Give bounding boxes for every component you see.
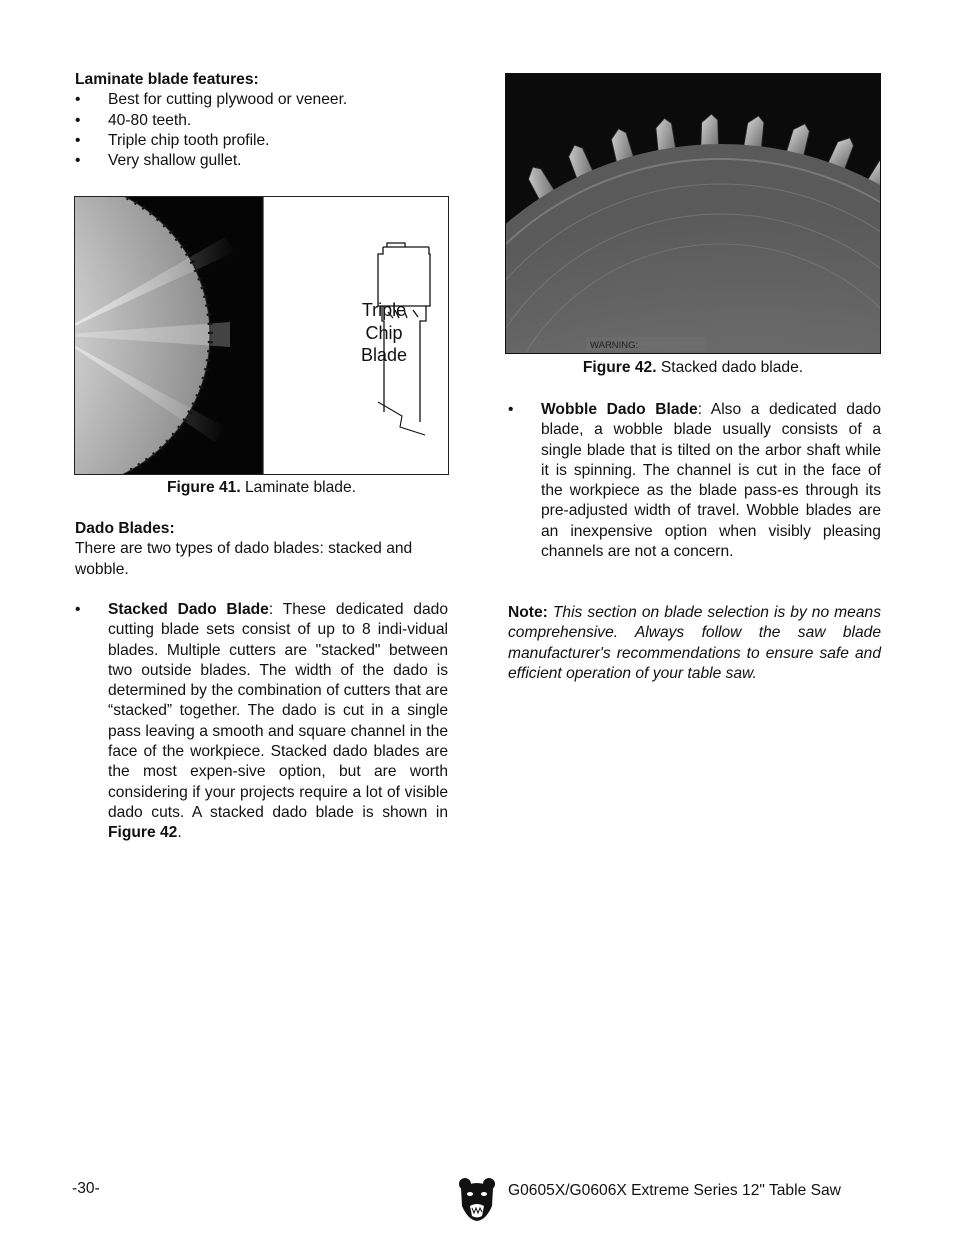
laminate-heading: Laminate blade features: [75, 71, 259, 88]
figure-41-laminate-blade [74, 196, 449, 475]
wobble-dado-bullet [508, 400, 881, 562]
bullet-glyph: • [75, 131, 81, 149]
list-item: • 40-80 teeth. [75, 111, 448, 131]
document-title: G0605X/G0606X Extreme Series 12" Table Saw [508, 1182, 841, 1199]
note-text: Note: This section on blade selection is by no means comprehensive. Always follow the saw blade manufacturer's recommendations to ensure safe and efficient operation of your table saw. [508, 604, 881, 682]
figure-42-caption: Figure 42. Stacked dado blade. [582, 359, 804, 376]
stacked-dado-text: Stacked Dado Blade: These dedicated dado cutting blade sets consist of up to 8 indi-vidual blades. Multiple cutters are "stacked" between two outside blades. The width of the dado is determined by the combination of cutters that are “stacked” together. The dado is cut in a single pass leaving a smooth and square channel in the face of the workpiece. Stacked dado blades are the most expen-sive option, but are worth considering if your projects require a lot of visible dado cuts. A stacked dado blade is shown in Figure 42. [108, 601, 448, 842]
bullet-glyph: • [508, 401, 514, 418]
bullet-glyph: • [75, 111, 81, 129]
dado-heading: Dado Blades: [75, 520, 175, 537]
list-item: • Triple chip tooth profile. [75, 131, 448, 151]
figure-41-caption: Figure 41. Laminate blade. [167, 479, 356, 496]
note-block [508, 603, 881, 684]
figure-42-stacked-dado-blade [505, 73, 881, 354]
list-item: • Best for cutting plywood or veneer. [75, 90, 448, 110]
wobble-dado-text: Wobble Dado Blade: Also a dedicated dado blade, a wobble blade usually consists of a single blade that is tilted on the arbor shaft while it is spinning. The channel is cut in the face of the workpiece as the blade pass-es through its pre-adjusted width of travel. Wobble blades are an inexpensive option when visibly pleasing channels are not a concern. [541, 401, 881, 561]
laminate-section [75, 70, 448, 171]
stacked-dado-blade-photo [506, 74, 881, 354]
laminate-feature-list [75, 90, 448, 171]
dado-intro: There are two types of dado blades: stacked and wobble. [75, 540, 413, 578]
bear-head-icon [458, 1176, 496, 1222]
dado-section [75, 519, 448, 580]
bullet-glyph: • [75, 91, 81, 109]
stacked-dado-bullet [75, 600, 448, 844]
bullet-glyph: • [75, 152, 81, 170]
page-number: -30- [72, 1180, 100, 1197]
list-item: • Very shallow gullet. [75, 151, 448, 171]
warning-text: WARNING: [590, 340, 639, 351]
bullet-glyph: • [75, 601, 81, 618]
triple-chip-blade-label: Triple Chip Blade [360, 300, 408, 365]
